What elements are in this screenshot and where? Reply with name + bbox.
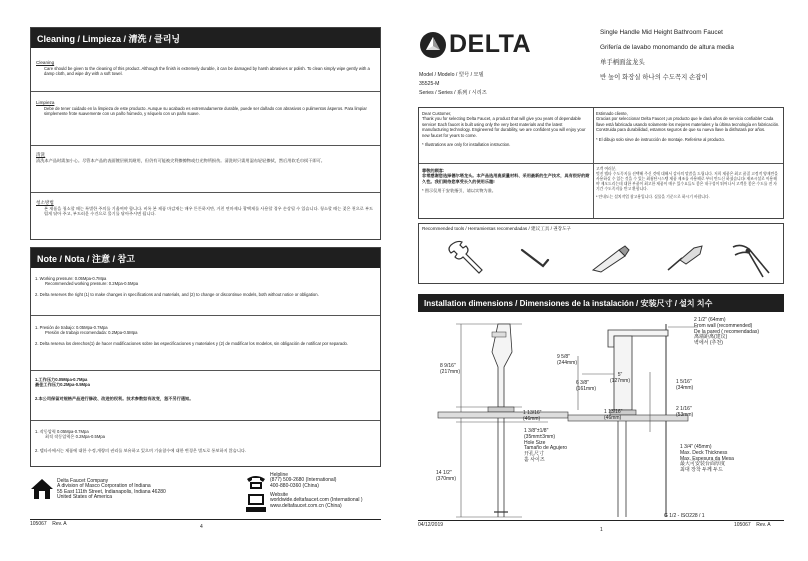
- pliers-icon: [729, 239, 773, 279]
- phone-icon: [245, 474, 267, 490]
- dim-line: 2 1/16": [676, 406, 692, 412]
- cleaning-es-text: Debe de tener cuidado en la limpieza de este producto. Aunque su acabado es extremadamente durable, puede ser dañado con abrasivos o pulimentos ásperos. Para limpiar simplemente frote suavemente con un paño húmedo, y séquelo con un paño suave.: [44, 106, 367, 117]
- cleaning-ko-title: 청소방법: [36, 200, 54, 205]
- note-en: [35, 276, 375, 297]
- dim-line: (370mm): [436, 475, 457, 482]
- divider: [31, 145, 380, 146]
- dim-line: (46mm): [523, 415, 541, 422]
- screwdriver-icon: [664, 242, 708, 274]
- letter-es: [596, 111, 780, 142]
- letter-line: Gracias por seleccionar Delta Faucet ¡un producto que le dará años de servicio confiable! Cada llave está fabricada usando solamente los mejores materiales y la última tecnología en fabricación. Construida para durabilidad, estamos seguros de que su nueva llave la disfrutará por años.: [596, 116, 780, 133]
- cleaning-es-title: Limpieza: [36, 100, 55, 105]
- dim-line: 1 13/16": [604, 409, 623, 415]
- footer-line: [30, 519, 381, 520]
- dim-line: (217mm): [440, 368, 461, 375]
- dim-line: 벽에서 (추천): [694, 340, 723, 347]
- dim-line: De la pared ( recomendadas): [694, 328, 760, 335]
- brand-name: DELTA: [449, 30, 532, 58]
- note-line: 2. Delta reserves the right (1) to make changes in specifications and materials, and (2) to change or discontinue models, both without notice or obligation.: [35, 291, 319, 297]
- dim-line: 최대 장착 두께 두드: [680, 467, 723, 474]
- dim-thread: G 1/2 - ISO228 / 1: [664, 513, 705, 519]
- delta-logo-icon: [419, 31, 447, 59]
- dim-line: 1 3/8"±1/8": [524, 428, 549, 434]
- dim-8-9-16: [440, 364, 460, 376]
- letter-line: Estimado cliente,: [596, 111, 628, 116]
- letter-line: 尊敬的顾客:: [422, 168, 445, 173]
- right-page: [404, 0, 808, 561]
- dim-line: 1 3/4" (45mm): [680, 444, 712, 450]
- title-en: Single Handle Mid Height Bathroom Faucet: [600, 29, 723, 36]
- customer-letter-grid: [418, 107, 784, 219]
- note-zh: [35, 377, 375, 401]
- note-ko: [35, 429, 375, 453]
- note-line: 2. 델타사에서는 제품에 대한 수정,개량의 권리를 보유하고 있으며 기술참수에 대한 변경은 별도로 통보하지 않습니다.: [35, 447, 247, 453]
- cleaning-section: [30, 27, 381, 240]
- letter-line: * El dibujo solo sirve de instrucción de montaje. Referirse al producto.: [596, 136, 725, 142]
- note-line: 2. Delta reserva los derechos(1) de hacer modificaciones sobre las especificaciones y materiales y (2) de modificar los modelos, sin obligación de notificar por separado.: [35, 340, 349, 346]
- dim-line: From wall (recommended): [694, 322, 753, 329]
- footer-docnum: 105067 Rev. A: [30, 521, 67, 527]
- footer-line: [418, 520, 784, 521]
- note-section: [30, 247, 381, 467]
- note-line: 최적 작동압력은 0.2Mpa-0.5Mpa: [45, 434, 105, 440]
- note-line: 1. Presión de trabajo: 0.05Mpa-0.7Mpa: [35, 325, 108, 330]
- company-line: Delta Faucet Company: [57, 478, 109, 484]
- dim-1-5-16: [676, 380, 693, 392]
- dim-line: 9 5/8": [557, 354, 570, 360]
- website-line: Website: [270, 492, 288, 498]
- company-info: [57, 479, 207, 501]
- letter-zh: [422, 168, 590, 194]
- letter-en: [422, 111, 590, 147]
- installation-section: [418, 294, 784, 520]
- cleaning-zh-text: 清洗本产品时需加小心。尽管本产品的表面镀层极其耐用，但仍有可能被尖利擦擦物或打光物所损伤。清洗时只需用湿布轻轻擦拭，然后用软毛巾拭干即可。: [36, 158, 325, 163]
- note-line: 1. 작동압력 0.05Mpa-0.7Mpa: [35, 429, 89, 434]
- dim-2-1-16: [676, 407, 693, 419]
- dim-deck-thickness: [680, 445, 734, 474]
- letter-divider: [419, 163, 783, 164]
- letter-line: * 图示仅用于安装指引，请以实物为准。: [422, 188, 496, 194]
- model-number: 35525-M: [419, 81, 440, 87]
- dim-from-wall: [694, 318, 759, 347]
- footer-docnum: 105067 Rev. A: [734, 522, 771, 528]
- tools-section: [418, 223, 784, 284]
- cleaning-header: Cleaning / Limpieza / 清洗 / 클리닝: [31, 28, 380, 48]
- letter-line: * 안내도는 설치작업 참고용입니다. 실물을 기준으로 하시기 바랍니다.: [596, 194, 710, 199]
- computer-icon: [245, 493, 267, 513]
- dim-line: (35mm±3mm): [524, 433, 556, 440]
- letter-line: 非常感谢您选择德尔塔龙头。本产品选用高质量材料、采用最新的生产技术，具有很好的耐久性。我们期待您享受长久的使用乐趣!: [422, 173, 590, 184]
- note-line: 1.工作压力0.05Mpa-0.7Mpa: [35, 377, 88, 382]
- cleaning-ko: [36, 200, 376, 217]
- house-icon: [30, 478, 54, 500]
- dim-line: 14 1/2": [436, 470, 452, 476]
- letter-line: * Illustrations are only for installation instruction.: [422, 142, 511, 148]
- website-info: [270, 493, 400, 509]
- dim-1-13-16-right: [604, 410, 622, 422]
- hex-key-icon: [519, 246, 551, 272]
- note-line: 最佳工作压力0.2Mpa-0.5Mpa: [35, 382, 90, 388]
- helpline-line: Helpline: [270, 472, 289, 478]
- note-line: 2.本公司保留对规格产品进行修改、改进的权利。技术参数如有改变，恕不另行通知。: [35, 395, 194, 401]
- dim-hole-size: [524, 429, 567, 464]
- divider: [31, 315, 380, 316]
- divider: [31, 420, 380, 421]
- company-line: 55 East 111th Street, Indianapolis, Indiana 46280: [57, 488, 166, 495]
- page-number: 1: [600, 527, 603, 533]
- dim-line: 离墙距离(建议): [694, 334, 728, 341]
- dim-line: (161mm): [576, 385, 597, 392]
- cleaning-ko-text: 본 제품을 청소할 때는 특별한 주의를 기울여야 합니다. 비록 본 제품 마감재는 매우 튼튼하지만, 거친 연마제나 광택제를 사용할 경우 손상될 수 있습니다. 청소할 때는 젖은 천으로 부드럽게 닦아 주고, 부드러운 수건으로 물기를 닦아주시면 됩니다.: [44, 206, 374, 217]
- tools-label: Recommended tools / Herramientas recomendadas / 建议工具 / 권장도구: [422, 226, 571, 231]
- letter-line: 고객 여러분,: [596, 167, 617, 171]
- divider: [31, 370, 380, 371]
- dim-line: 홀 사이즈: [524, 456, 545, 463]
- cleaning-en-text: Care should be given to the cleaning of this product. Although the finish is extremely durable, it can be damaged by harsh abrasives or polish. To clean simply wipe gently with a damp cloth, and wipe dry with a soft towel.: [44, 66, 370, 77]
- dim-9-5-8: [557, 355, 577, 367]
- dim-line: (244mm): [557, 359, 578, 366]
- cleaning-en-title: Cleaning: [36, 60, 55, 65]
- dim-14-1-2: [436, 471, 456, 483]
- dim-line: (127mm): [610, 377, 631, 384]
- adjustable-wrench-icon: [445, 239, 485, 279]
- letter-ko: [596, 167, 780, 199]
- dim-line: Hole Size: [524, 439, 546, 446]
- page-number: 4: [200, 524, 203, 530]
- note-es: [35, 325, 375, 346]
- note-line: Recommended working pressure: 0.2Mpa-0.5Mpa: [45, 281, 139, 287]
- letter-line: 멋진 델타 수도꼭지를 선택해 주신 것에 대해서 감사의 말씀을 드립니다. 저희 제품은 최고 품질 고정적 양재만을 사용하실 수 있는 것을 수 있는 최첨단시스템 제품 제조를 사용해로 부터 만드신 하셨습니다! 제조시설로 이용해야 제오드리는데 대한 부품이 최고한 제품이 매우 있수요들도 좋은 내구성이 뛰어나서 고객분 좋은 수도를 전 자 기간 수도꼭지를 반고 환합니다.: [596, 171, 778, 191]
- product-titles: [600, 27, 800, 83]
- helpline-line: 400-880-0360 (China): [270, 482, 319, 489]
- letter-line: Dear Customer,: [422, 111, 452, 116]
- title-ko: 반 높이 화장실 하나의 수도꼭지 손잡이: [600, 74, 708, 81]
- cleaning-zh: [36, 152, 376, 163]
- divider: [31, 192, 380, 193]
- website-line: worldwide.deltafaucet.com (International ): [270, 497, 363, 504]
- dim-line: (46mm): [604, 414, 622, 421]
- model-block: [419, 71, 559, 98]
- model-label: Model / Modelo / 型号 / 모델: [419, 72, 484, 78]
- cleaning-es: [36, 100, 376, 117]
- dim-line: 6 3/8": [576, 380, 589, 386]
- note-line: 1. Working pressure: 0.05Mpa-0.7Mpa: [35, 276, 107, 281]
- company-line: A division of Masco Corporation of Indiana: [57, 483, 151, 490]
- series-label: Series / Series / 系列 / 시리즈: [419, 90, 487, 96]
- dim-line: 1 13/16": [523, 410, 542, 416]
- dim-line: Tamaño de Agujero: [524, 445, 568, 452]
- dim-line: 8 9/16": [440, 363, 456, 369]
- note-line: Presión de trabajo recomendada: 0.2Mpa-0.5Mpa: [45, 330, 138, 336]
- dim-6-3-8: [576, 381, 596, 393]
- dim-5: [610, 373, 630, 385]
- note-header: Note / Nota / 注意 / 참고: [31, 248, 380, 268]
- dim-line: 最大可安装台面厚度: [680, 461, 726, 468]
- sealant-tube-icon: [589, 244, 633, 274]
- letter-line: Thank you for selecting Delta Faucet, a product that will give you years of dependable service! Each faucet is built using only the very best materials and the latest manufacturing technology. Engineered for durability, we are confident you will enjoy your new faucet for years to come.: [422, 116, 586, 138]
- dim-line: Max. Deck Thickness: [680, 449, 728, 456]
- footer-date: 04/12/2019: [418, 522, 444, 528]
- cleaning-en: [36, 60, 376, 77]
- cleaning-zh-title: 清洗: [36, 152, 46, 157]
- dim-line: 5": [617, 372, 623, 378]
- dim-1-13-16-left: [523, 411, 541, 423]
- installation-header: Installation dimensions / Dimensiones de la instalación / 安装尺寸 / 설치 치수: [418, 294, 784, 312]
- dim-line: (34mm): [676, 384, 694, 391]
- company-line: United States of America: [57, 494, 113, 501]
- divider: [31, 91, 380, 92]
- dim-line: 2 1/2" (64mm): [694, 317, 726, 323]
- dim-line: 1 5/16": [676, 379, 692, 385]
- dim-line: 开孔尺寸: [524, 451, 545, 458]
- dim-line: (53mm): [676, 411, 694, 418]
- helpline-info: [270, 473, 400, 489]
- title-es: Grifería de lavabo monomando de altura media: [600, 44, 734, 51]
- dim-line: Max. Espesura da Mesa: [680, 455, 734, 462]
- title-zh: 单手柄面盆龙头: [600, 59, 645, 66]
- helpline-line: (877) 509-2680 (International): [270, 477, 337, 484]
- website-line: www.deltafaucet.com.cn (China): [270, 502, 342, 509]
